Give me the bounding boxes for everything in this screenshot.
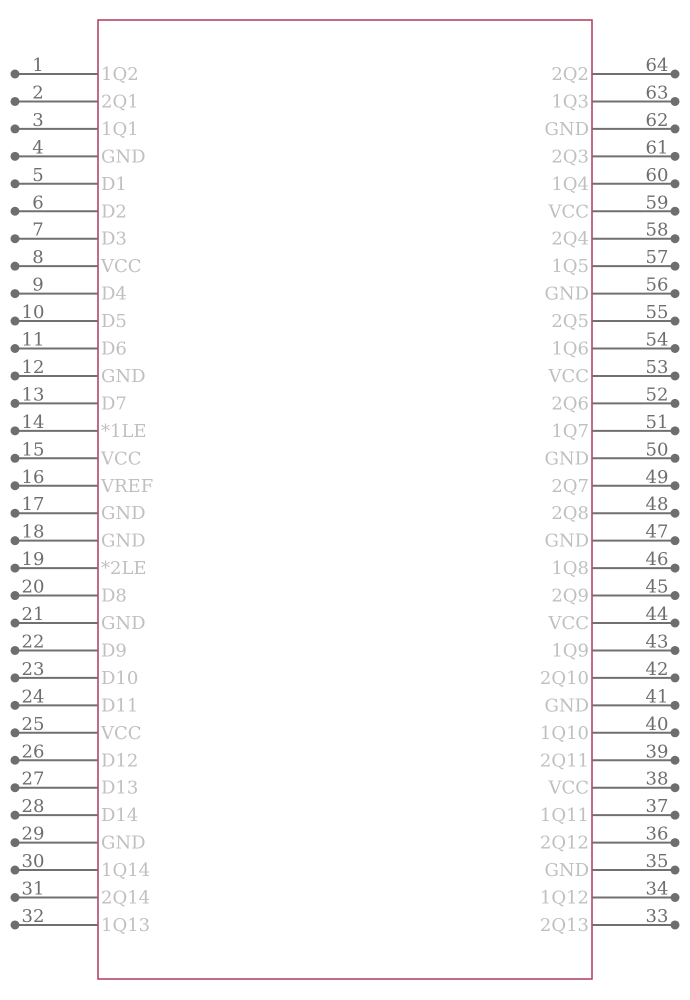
pin-number: 27 [21,768,45,790]
pin-name-label: D6 [101,338,127,360]
pin-11 [11,330,127,360]
pin-number: 52 [645,384,669,406]
pin-14 [11,412,147,442]
pin-39 [540,741,680,771]
pin-terminal-dot [671,124,680,133]
pin-terminal-dot [671,344,680,353]
pin-terminal-dot [11,344,20,353]
pin-number: 5 [32,164,44,186]
pin-name-label: VCC [101,722,142,744]
pin-21 [11,604,146,634]
pin-10 [11,302,127,332]
pin-number: 53 [645,356,669,378]
pin-number: 25 [21,713,45,735]
pin-terminal-dot [671,289,680,298]
pin-number: 20 [21,576,45,598]
pin-name-label: 2Q2 [551,64,589,85]
pin-number: 64 [645,55,669,76]
pin-59 [547,192,679,222]
pin-number: 46 [645,549,669,571]
pin-terminal-dot [671,673,680,682]
pin-number: 23 [21,658,45,680]
pin-name-label: VCC [548,777,589,799]
pin-27 [11,769,139,799]
pin-terminal-dot [11,317,20,326]
pin-name-label: 2Q8 [551,503,589,525]
pin-number: 14 [21,411,45,433]
pin-terminal-dot [671,920,680,929]
pin-name-label: VCC [548,201,589,223]
pin-61 [551,137,679,167]
pin-8 [11,247,142,277]
pin-42 [540,659,680,689]
pin-name-label: GND [544,695,589,717]
pin-7 [11,220,127,250]
pin-18 [11,522,146,552]
pin-number: 18 [21,521,45,543]
pin-terminal-dot [671,399,680,408]
pin-number: 45 [645,576,669,598]
pin-terminal-dot [11,97,20,106]
pin-number: 32 [21,905,45,927]
pin-number: 3 [32,109,44,131]
pin-50 [544,439,679,469]
pin-name-label: D12 [101,750,139,772]
pin-20 [11,577,127,607]
pin-terminal-dot [11,124,20,133]
pin-number: 57 [645,247,669,269]
pin-6 [11,192,127,222]
pin-name-label: 1Q11 [539,805,589,827]
pin-terminal-dot [671,262,680,271]
pin-terminal-dot [671,866,680,875]
pin-terminal-dot [11,399,20,408]
pin-terminal-dot [11,619,20,628]
pin-number: 44 [645,604,669,625]
pin-name-label: 2Q12 [539,832,589,854]
pin-number: 48 [645,494,669,516]
pin-45 [551,577,679,607]
pin-37 [540,796,680,826]
pin-name-label: D4 [101,283,127,305]
pin-30 [11,851,151,881]
pin-name-label: D1 [101,173,127,195]
pin-23 [11,659,139,689]
pin-4 [11,137,146,167]
pin-58 [551,220,679,250]
pin-60 [551,165,679,195]
pin-name-label: D5 [101,311,127,333]
pin-name-label: 2Q7 [551,475,589,497]
pin-name-label: D7 [101,393,127,415]
pin-terminal-dot [11,536,20,545]
pin-number: 29 [21,823,45,845]
pin-1 [11,55,139,85]
pin-53 [547,357,679,387]
pin-terminal-dot [671,371,680,380]
pin-46 [551,549,679,579]
pin-number: 34 [645,878,669,900]
pin-49 [551,467,679,497]
pin-number: 19 [21,549,45,571]
pin-name-label: VCC [548,365,589,387]
pin-terminal-dot [671,756,680,765]
pin-name-label: VCC [548,613,589,634]
pin-17 [11,494,146,524]
pin-terminal-dot [671,646,680,655]
pin-name-label: D2 [101,201,127,223]
pin-44 [547,604,679,634]
pin-name-label: 1Q7 [551,420,589,442]
pin-number: 37 [645,796,669,818]
pin-number: 8 [32,247,44,269]
pin-name-label: 1Q13 [101,914,151,936]
pin-name-label: 1Q14 [101,860,151,882]
pin-number: 55 [645,302,669,324]
pin-name-label: 1Q4 [551,173,589,195]
pin-54 [551,330,679,360]
pin-name-label: D10 [101,667,139,689]
pin-name-label: 1Q5 [551,256,589,278]
pin-name-label: GND [544,118,589,140]
pin-40 [540,714,680,744]
pin-36 [540,824,680,854]
pin-number: 12 [21,356,45,378]
pin-terminal-dot [671,701,680,710]
pin-name-label: 2Q14 [101,887,151,909]
left-pin-group [11,55,154,936]
pin-terminal-dot [671,564,680,573]
pin-24 [11,686,139,716]
pin-number: 36 [645,823,669,845]
pin-terminal-dot [11,728,20,737]
pin-5 [11,165,127,195]
pin-terminal-dot [11,838,20,847]
pin-number: 54 [645,329,669,351]
pin-12 [11,357,146,387]
pin-name-label: 2Q6 [551,393,589,415]
pin-name-label: 2Q11 [539,750,589,772]
pin-terminal-dot [671,783,680,792]
pin-name-label: GND [544,448,589,470]
pin-terminal-dot [11,426,20,435]
pin-name-label: 1Q10 [539,722,589,744]
pin-number: 39 [645,741,669,763]
pin-name-label: D9 [101,640,127,662]
pin-name-label: 2Q4 [551,228,589,250]
pin-32 [11,906,151,936]
pin-name-label: *2LE [101,558,147,580]
pin-terminal-dot [11,564,20,573]
pin-number: 56 [645,274,669,296]
pin-name-label: D3 [101,228,127,250]
pin-name-label: 2Q9 [551,585,589,607]
pin-terminal-dot [11,70,20,79]
pin-terminal-dot [11,701,20,710]
pin-terminal-dot [11,152,20,161]
pin-number: 17 [21,494,45,516]
pin-terminal-dot [671,234,680,243]
ic-body-outline [98,20,592,979]
pin-terminal-dot [11,673,20,682]
pin-number: 33 [645,905,669,927]
pin-number: 13 [21,384,45,406]
pin-number: 10 [21,302,45,324]
pin-terminal-dot [11,893,20,902]
pin-number: 22 [21,631,45,653]
pin-2 [11,82,139,112]
pin-33 [540,906,680,936]
pin-number: 63 [645,82,669,104]
pin-number: 41 [645,686,669,708]
pin-26 [11,741,139,771]
pin-terminal-dot [671,838,680,847]
pin-terminal-dot [11,454,20,463]
pin-number: 30 [21,851,45,873]
pin-56 [544,275,679,305]
pin-name-label: *1LE [101,420,147,442]
pin-15 [11,439,142,469]
pin-terminal-dot [671,152,680,161]
pin-name-label: GND [101,503,146,525]
pin-number: 11 [21,329,45,351]
pin-number: 43 [645,631,669,653]
pin-29 [11,824,146,854]
pin-16 [11,467,154,497]
pin-number: 62 [645,109,669,131]
pin-number: 42 [645,658,669,680]
pin-22 [11,631,127,661]
pin-terminal-dot [671,509,680,518]
pin-name-label: VCC [101,256,142,278]
pin-3 [11,110,139,140]
pin-name-label: D14 [101,805,139,827]
pin-terminal-dot [671,481,680,490]
pin-name-label: 1Q1 [101,118,139,140]
pin-name-label: GND [101,530,146,552]
pin-64 [551,55,679,85]
pin-name-label: D8 [101,585,127,607]
pin-63 [551,82,679,112]
pin-number: 15 [21,439,45,461]
pin-9 [11,275,127,305]
pin-name-label: 1Q8 [551,558,589,580]
pin-terminal-dot [11,289,20,298]
pin-number: 2 [32,82,44,104]
pin-number: 1 [32,55,44,76]
pin-terminal-dot [11,783,20,792]
pin-name-label: GND [544,530,589,552]
pin-55 [551,302,679,332]
pin-name-label: 2Q13 [539,914,589,936]
pin-terminal-dot [671,811,680,820]
pin-name-label: 1Q12 [539,887,589,909]
pin-number: 28 [21,796,45,818]
pin-terminal-dot [11,371,20,380]
pin-terminal-dot [11,179,20,188]
pin-name-label: GND [544,860,589,882]
pin-25 [11,714,142,744]
pin-51 [551,412,679,442]
right-pin-group [540,55,680,936]
pin-name-label: 2Q10 [539,667,589,689]
pin-terminal-dot [671,317,680,326]
pin-terminal-dot [11,811,20,820]
pin-terminal-dot [11,481,20,490]
pin-41 [544,686,679,716]
pin-terminal-dot [11,591,20,600]
pin-terminal-dot [11,207,20,216]
pin-name-label: GND [101,832,146,854]
pin-13 [11,384,127,414]
pin-name-label: GND [101,365,146,387]
pin-number: 9 [32,274,44,296]
pin-name-label: GND [544,283,589,305]
pin-name-label: GND [101,146,146,168]
pin-number: 26 [21,741,45,763]
pin-terminal-dot [11,262,20,271]
pin-name-label: 1Q6 [551,338,589,360]
pin-terminal-dot [11,920,20,929]
pin-number: 35 [645,851,669,873]
pin-number: 16 [21,466,45,488]
pin-terminal-dot [671,70,680,79]
pin-number: 7 [32,219,44,241]
pin-52 [551,384,679,414]
pin-terminal-dot [671,454,680,463]
pin-terminal-dot [11,234,20,243]
pin-34 [540,879,680,909]
pin-terminal-dot [671,207,680,216]
pin-terminal-dot [671,619,680,628]
pin-number: 51 [645,411,669,433]
pin-31 [11,879,151,909]
pin-terminal-dot [671,536,680,545]
pin-57 [551,247,679,277]
pin-name-label: VCC [101,448,142,470]
pin-name-label: 2Q1 [101,91,139,113]
pin-number: 61 [645,137,669,159]
pin-name-label: 1Q3 [551,91,589,113]
pin-terminal-dot [11,646,20,655]
pin-terminal-dot [11,866,20,875]
pin-number: 31 [21,878,45,900]
pin-terminal-dot [671,591,680,600]
pin-number: 47 [645,521,669,543]
pin-name-label: 2Q5 [551,311,589,333]
pin-28 [11,796,139,826]
pin-number: 24 [21,686,45,708]
pin-number: 49 [645,466,669,488]
pin-number: 21 [21,604,45,625]
pin-terminal-dot [11,756,20,765]
pin-name-label: D13 [101,777,139,799]
pin-35 [544,851,679,881]
pin-name-label: GND [101,613,146,634]
pin-number: 59 [645,192,669,214]
pin-name-label: 1Q2 [101,64,139,85]
pin-terminal-dot [671,179,680,188]
pin-name-label: VREF [101,475,154,497]
pin-terminal-dot [671,97,680,106]
pin-number: 4 [32,137,44,159]
pin-number: 40 [645,713,669,735]
pin-48 [551,494,679,524]
pin-name-label: D11 [101,695,139,717]
pin-number: 38 [645,768,669,790]
pin-terminal-dot [671,426,680,435]
pin-19 [11,549,147,579]
pin-terminal-dot [671,893,680,902]
pin-name-label: 1Q9 [551,640,589,662]
pin-terminal-dot [671,728,680,737]
pin-number: 50 [645,439,669,461]
pin-62 [544,110,679,140]
pin-terminal-dot [11,509,20,518]
pin-number: 58 [645,219,669,241]
pin-number: 60 [645,164,669,186]
pin-38 [547,769,679,799]
pin-name-label: 2Q3 [551,146,589,168]
pin-47 [544,522,679,552]
pin-number: 6 [32,192,44,214]
pin-43 [551,631,679,661]
